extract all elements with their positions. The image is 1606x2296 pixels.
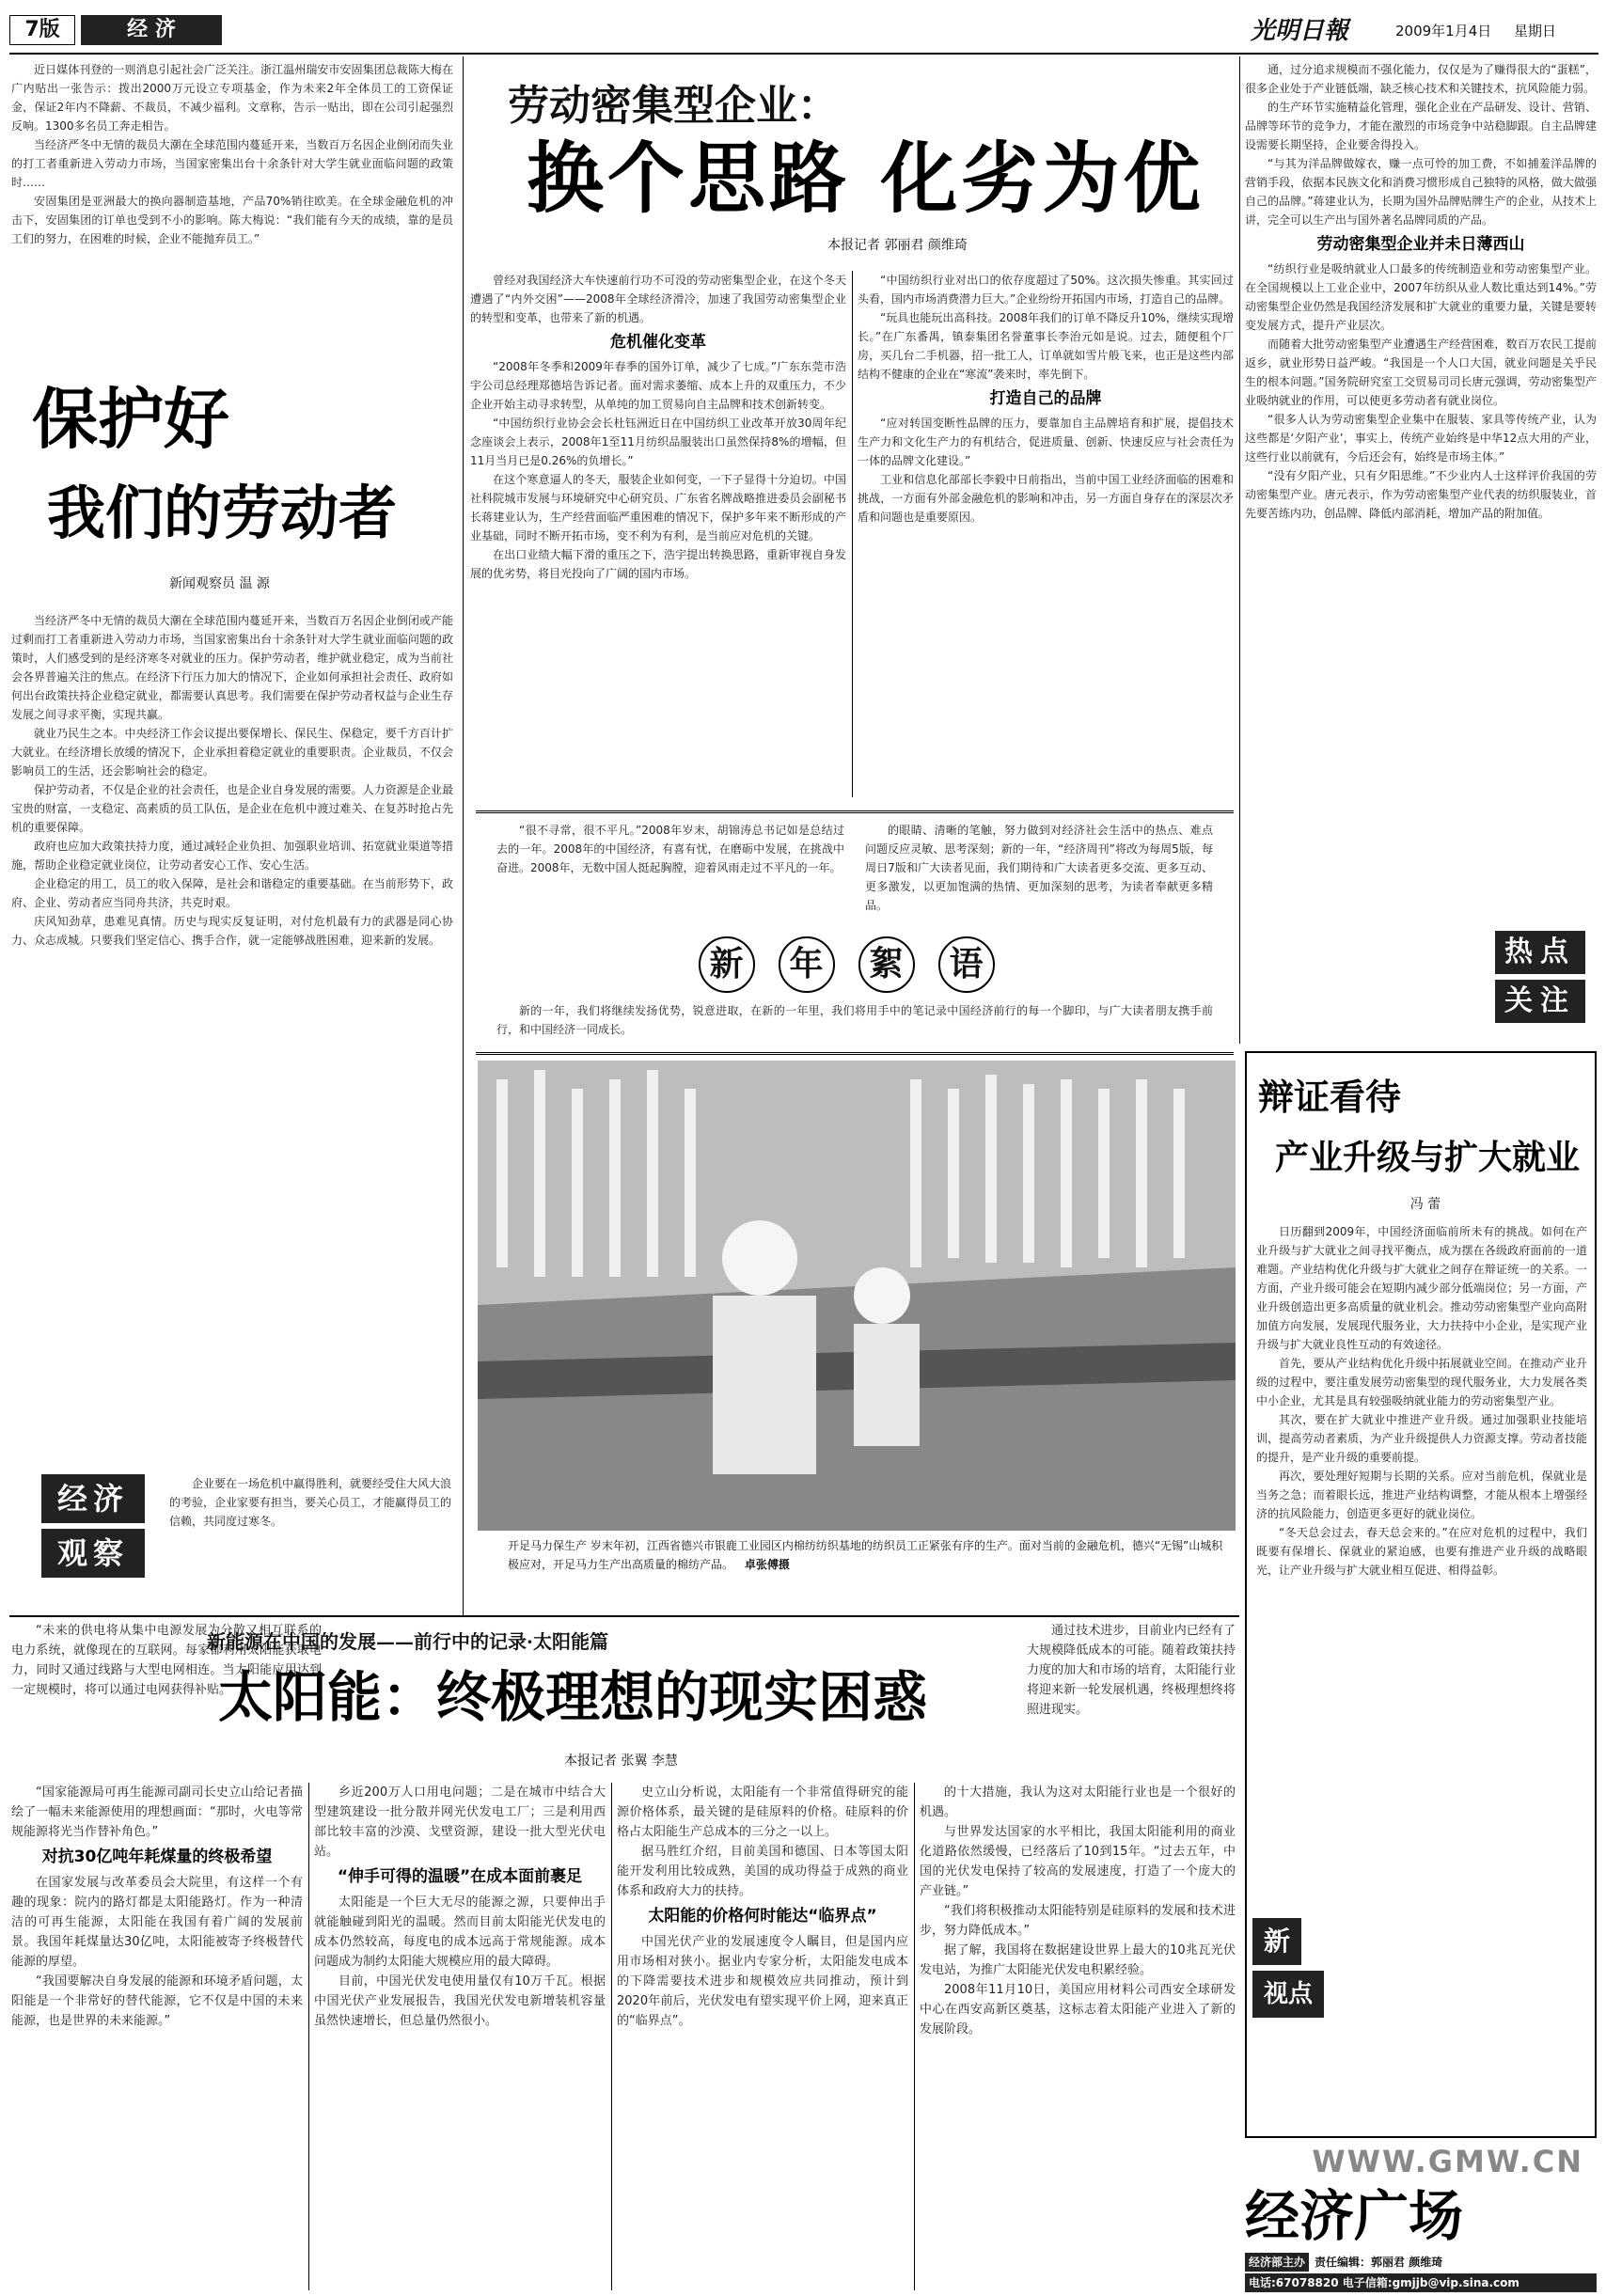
footer-editor-row	[1245, 2253, 1597, 2272]
dialectic-body: 日历翻到2009年，中国经济面临前所未有的挑战。如何在产业升级与扩大就业之间寻找平衡点，成为摆在各级政府面前的一道难题。产业结构优化升级与扩大就业之间存在辩证统一的关系。一方面，产业升级可能会在短期内减少部分低端岗位；另一方面，产业升级创造出更多高质量的就业机会。推动劳动密集型产业向高附加值方向发展，发展现代服务业，大力扶持中小企业，是实现产业升级与扩大就业良性互动的有效途径。 首先，要从产业结构优化升级中拓展就业空间。在推动产业升级的过程中，要注重发展劳动密集型的现代服务业，大力发展各类中小企业，尤其是具有较强吸纳就业能力的劳动密集型产业。 其次，要在扩大就业中推进产业升级。通过加强职业技能培训，提高劳动者素质，为产业升级提供人力资源支撑。劳动者技能的提升，是产业升级的重要前提。 再次，要处理好短期与长期的关系。应对当前危机，保就业是当务之急；而着眼长远，推进产业结构调整，才能从根本上增强经济的抗风险能力，创造更多更好的就业岗位。 “冬天总会过去，春天总会来的。”在应对危机的过程中，我们既要有保增长、保就业的紧迫感，也要有推进产业升级的战略眼光，让产业升级与扩大就业相互促进、相得益彰。	[1256, 1225, 1587, 1577]
editor-name: 责任编辑：郭丽君 颜维琦	[1315, 2256, 1443, 2269]
subhead-critical-point: 太阳能的价格何时能达“临界点”	[648, 1907, 877, 1926]
viewpoint-label-new: 新	[1252, 1918, 1301, 1965]
caption-text: 开足马力保生产 岁末年初，江西省德兴市银鹿工业园区内棉纺纺织基地的纺织员工正紧张有序的生产。面对当前的金融危机，德兴“无锡”山城积极应对，开足马力生产出高质量的棉纺产品。	[508, 1539, 1223, 1571]
page-header	[9, 8, 1598, 51]
footer-website: WWW.GMW.CN	[1312, 2144, 1583, 2179]
left-byline: 新闻观察员 温 源	[169, 576, 270, 591]
footer-section-title: 经济广场	[1245, 2184, 1464, 2248]
hot-label-1: 热点	[1495, 931, 1585, 974]
hot-topic-box	[1495, 931, 1585, 1025]
new-year-left-text: “很不寻常，很不平凡。”2008年岁末，胡锦涛总书记如是总结过去的一年。2008年的中国经济，有喜有忧，在磨砺中发展，在挑战中奋进。2008年，无数中国人挺起胸膛，迎着风雨走过不平凡的一年。	[496, 824, 844, 874]
new-year-right-text: 的眼睛、清晰的笔触，努力做到对经济社会生活中的热点、难点问题反应灵敏、思考深刻；新的一年，“经济周刊”将改为每周5版，每周日7版和广大读者见面，我们期待和广大读者更多交流、更多互动、更多激发，以更加饱满的热情、更加深刻的思考，为读者奉献更多精品。	[865, 824, 1213, 912]
new-viewpoint-box	[1252, 1918, 1324, 2021]
left-intro: 近日媒体刊登的一则消息引起社会广泛关注。浙江温州瑞安市安固集团总裁陈大梅在广内贴出一张告示：拨出2000万元设立专项基金，作为未来2年全体员工的工资保证金，保证2年内不降薪、不裁员，不减少福利。文章称，告示一贴出，即在公司引起强烈反响。1300多名员工奔走相告。 当经济严冬中无情的裁员大潮在全球范围内蔓延开来，当数百万名因企业倒闭而失业的打工者重新进入劳动力市场，当国家密集出台十余条针对大学生就业面临问题的政策时…… 安固集团是亚洲最大的换向器制造基地，产品70%销往欧美。在全球金融危机的冲击下，安固集团的订单也受到不小的影响。陈大梅说：“我们能有今天的成绩，靠的是员工们的努力，在困难的时候，企业不能抛弃员工。”	[11, 63, 453, 245]
main-kicker: 劳动密集型企业：	[508, 82, 839, 128]
main-col-2: “中国纺织行业对出口的依存度超过了50%。这次损失惨重。其实回过头看，国内市场消费潜力巨大。”企业纷纷开拓国内市场，打造自己的品牌。 “玩具也能玩出高科技。2008年我们的订单不降反升10%，继续实现增长。”在广东番禺，镇泰集团名誉董事长李治元如是说。过去，随便租个厂房，买几台二手机器，招一批工人，订单就如雪片般飞来，也正是这些内部结构不健康的企业在“寒流”袭来时，率先倒下。 打造自己的品牌 “应对转国变断性品牌的压力，要靠加自主品牌培育和扩展，提倡技术生产力和文化生产力的有机结合，促进质量、创新、快速反应与社会责任为一体的品牌文化建设。” 工业和信息化部部长李毅中日前指出，当前中国工业经济面临的困难和挑战，一方面有外部金融危机的影响和冲击，另一方面自身存在的深层次矛盾和问题也是重要原因。	[858, 274, 1234, 524]
solar-col-3: 史立山分析说，太阳能有一个非常值得研究的能源价格体系，最关键的是硅原料的价格。硅原料的价格占太阳能生产总成本的三分之一以上。 据马胜红介绍，目前美国和德国、日本等国太阳能开发利用比较成熟，美国的成功得益于成熟的商业体系和政府大力的扶持。 太阳能的价格何时能达“临界点” 中国光伏产业的发展速度令人瞩目，但是国内应用市场相对狭小。据业内专家分析，太阳能发电成本的下降需要技术进步和规模效应共同推动，预计到2020年前后，光伏发电有望实现平价上网，迎来真正的“临界点”。	[617, 1785, 908, 2028]
subhead-crisis: 危机催化变革	[610, 333, 706, 352]
section-title: 经 济	[127, 18, 176, 41]
solar-col-2: 乡近200万人口用电问题；二是在城市中结合大型建筑建设一批分散并网光伏发电工厂；三是利用西部比较丰富的沙漠、戈壁资源，建设一批大型光伏电站。 “伸手可得的温暖”在成本面前裹足 太阳能是一个巨大无尽的能源之源，只要伸出手就能触碰到阳光的温暖。然而目前太阳能光伏发电的成本仍然较高，每度电的成本远高于常规能源。成本问题成为制约太阳能大规模应用的最大障碍。 目前，中国光伏发电使用量仅有10万千瓦。根据中国光伏产业发展报告，我国光伏发电新增装机容量虽然快速增长，但总量仍然很小。	[314, 1785, 606, 2028]
box-label-economy: 经济	[41, 1474, 145, 1523]
main-col-1: 曾经对我国经济大车快速前行功不可没的劳动密集型企业，在这个冬天遭遇了“内外交困”——2008年全球经济滑冷，加速了我国劳动密集型企业的转型和变革，也带来了新的机遇。 危机催化变革 “2008年冬季和2009年春季的国外订单，减少了七成。”广东东莞市浩宇公司总经理郑德培告诉记者。面对需求萎缩、成本上升的双重压力，不少企业开始主动寻求转型，从单纯的加工贸易向自主品牌和技术创新转变。 “中国纺织行业协会会长杜钰洲近日在中国纺织工业改革开放30周年纪念座谈会上表示，2008年1至11月纺织品服装出口虽然保持8%的增幅，但11月当月已是0.26%的负增长。” 在这个寒意逼人的冬天，服装企业如何变，一下子显得十分迫切。中国社科院城市发展与环境研究中心研究员、广东省名牌战略推进委员会副秘书长蒋建业认为，生产经营面临严重困难的情况下，保护多年来不断形成的产业基础，同时不断开拓市场，变不利为有利，是当前应对危机的关键。 在出口业绩大幅下滑的重压之下，浩宇提出转换思路，重新审视自身发展的优劣势，将目光投向了广阔的国内市场。	[470, 274, 846, 580]
masthead-logo: 光明日報	[1251, 17, 1349, 45]
photo-credit: 卓张傅摄	[744, 1558, 790, 1571]
title-char-3: 絮	[858, 936, 915, 993]
viewpoint-label-view: 视点	[1252, 1971, 1324, 2018]
subhead-warmth: “伸手可得的温暖”在成本面前裹足	[337, 1867, 583, 1886]
footer-contact: 电话:67078820 电子信箱:gmjjb@vip.sina.com	[1245, 2273, 1597, 2292]
box-label-observe: 观察	[41, 1529, 145, 1578]
page-number: 7版	[9, 15, 75, 45]
subhead-coal: 对抗30亿吨年耗煤量的终极希望	[41, 1848, 273, 1866]
dialectic-title-1: 辩证看待	[1258, 1076, 1402, 1118]
left-headline-1: 保护好	[32, 382, 229, 457]
subhead-not-sunset: 劳动密集型企业并未日薄西山	[1316, 235, 1525, 254]
title-char-2: 年	[779, 936, 835, 993]
editor-label: 经济部主办	[1245, 2253, 1309, 2272]
title-char-4: 语	[938, 936, 995, 993]
dialectic-title-2: 产业升级与扩大就业	[1275, 1138, 1581, 1177]
solar-col-4: 的十大措施，我认为这对太阳能行业也是一个很好的机遇。 与世界发达国家的水平相比，我国太阳能利用的商业化道路依然缓慢，已经落后了10到15年。“过去五年，中国的光伏发电保持了较高的发展速度，打造了一个庞大的产业链。” “我们将积极推动太阳能特别是硅原料的发展和技术进步，努力降低成本。” 据了解，我国将在数据建设世界上最大的10兆瓦光伏发电站，为推广太阳能光伏发电积累经验。 2008年11月10日，美国应用材料公司西安全球研发中心在西安高新区奠基，这标志着太阳能产业进入了新的发展阶段。	[920, 1785, 1236, 2037]
solar-col-1: “国家能源局可再生能源司副司长史立山给记者描绘了一幅未来能源使用的理想画面：“那时，火电等常规能源将光当作替补角色。” 对抗30亿吨年耗煤量的终极希望 在国家发展与改革委员会大院里，有这样一个有趣的现象：院内的路灯都是太阳能路灯。作为一种清洁的可再生能源，太阳能在我国有着广阔的发展前景。我国年耗煤量达30亿吨，太阳能被寄予终极替代能源的厚望。 “我国要解决自身发展的能源和环境矛盾问题，太阳能是一个非常好的替代能源，它不仅是中国的未来能源，也是世界的未来能源。”	[11, 1785, 303, 2028]
solar-kicker: 新能源在中国的发展——前行中的记录·太阳能篇	[207, 1630, 608, 1653]
section-label	[81, 15, 222, 45]
left-body: 当经济严冬中无情的裁员大潮在全球范围内蔓延开来，当数百万名因企业倒闭或产能过剩而打工者重新进入劳动力市场，当国家密集出台十余条针对大学生就业面临问题的政策时，人们感受到的是经济寒冬对就业的压力。保护劳动者，维护就业稳定，成为当前社会各界普遍关注的焦点。在经济下行压力加大的情况下，企业如何承担社会责任、政府如何出台政策扶持企业稳定就业，都需要认真思考。我们需要在保护劳动者权益与企业生存发展之间寻求平衡，实现共赢。 就业乃民生之本。中央经济工作会议提出要保增长、保民生、保稳定，要千方百计扩大就业。在经济增长放缓的情况下，企业承担着稳定就业的重要职责。企业裁员，不仅会影响员工的生活，还会影响社会的稳定。 保护劳动者，不仅是企业的社会责任，也是企业自身发展的需要。人力资源是企业最宝贵的财富，一支稳定、高素质的员工队伍，是企业在危机中渡过难关、在复苏时抢占先机的重要保障。 政府也应加大政策扶持力度，通过减轻企业负担、加强职业培训、拓宽就业渠道等措施，帮助企业稳定就业岗位，让劳动者安心工作、安心生活。 企业稳定的用工，员工的收入保障，是社会和谐稳定的重要基础。在当前形势下，政府、企业、劳动者应当同舟共济，共克时艰。 庆风知劲草，患难见真情。历史与现实反复证明，对付危机最有力的武器是同心协力、众志成城。只要我们坚定信心、携手合作，就一定能够战胜困难，迎来新的发展。	[11, 614, 453, 947]
economic-observation-box	[41, 1474, 154, 1581]
left-headline-2: 我们的劳动者	[47, 479, 398, 547]
issue-date: 2009年1月4日	[1395, 23, 1492, 39]
factory-photo	[478, 1061, 1236, 1531]
dialectic-frame	[1245, 1051, 1597, 2138]
main-headline: 换个思路 化劣为优	[527, 134, 1204, 224]
solar-sidebar: “未来的供电将从集中电源发展为分散又相互联系的电力系统，就像现在的互联网。每家都利用太阳能获取电力，同时又通过线路与大型电网相连。当太阳能应用达到一定规模时，将可以通过电网获得补贴。”	[11, 1624, 322, 1697]
hot-label-2: 关注	[1495, 980, 1585, 1023]
footer-banner	[1245, 2142, 1597, 2292]
photo-caption	[508, 1536, 1232, 1578]
dialectic-author: 冯 蕾	[1409, 1197, 1441, 1212]
textile-workers-image	[478, 1061, 1236, 1531]
issue-weekday: 星期日	[1514, 23, 1557, 39]
new-year-bottom-text: 新的一年，我们将继续发扬优势，锐意进取，在新的一年里，我们将用手中的笔记录中国经济前行的每一个脚印，与广大读者朋友携手前行，和中国经济一同成长。	[496, 1004, 1213, 1036]
main-byline: 本报记者 郭丽君 颜维琦	[827, 238, 968, 253]
solar-right-intro: 通过技术进步，目前业内已经有了大规模降低成本的可能。随着政策扶持力度的加大和市场的培育，太阳能行业将迎来新一轮发展机遇，终极理想终将照进现实。	[1027, 1624, 1236, 1717]
subhead-brand: 打造自己的品牌	[989, 389, 1102, 408]
left-body-tail: 企业要在一场危机中赢得胜利，就要经受住大风大浪的考验，企业家要有担当，要关心员工，才能赢得员工的信赖，共同度过寒冬。	[169, 1477, 451, 1528]
title-char-1: 新	[699, 936, 755, 993]
solar-byline: 本报记者 张翼 李慧	[564, 1753, 678, 1769]
solar-headline: 太阳能：终极理想的现实困惑	[218, 1665, 928, 1729]
new-year-title	[686, 932, 1006, 998]
new-year-box	[476, 810, 1234, 1055]
right-col: 通，过分追求规模而不强化能力，仅仅是为了赚得很大的“蛋糕”，很多企业处于产业链低端，缺乏核心技术和关键技术，抗风险能力弱。 的生产环节实施精益化管理，强化企业在产品研发、设计、营销、品牌等环节的竞争力，才能在激烈的市场竞争中站稳脚跟。自主品牌建设需要长期坚持，企业要舍得投入。 “与其为洋品牌做嫁衣，赚一点可怜的加工费，不如捕羞洋品牌的营销手段，依据本民族文化和消费习惯形成自己独特的风格，做大做强自己的品牌。”蒋建业认为，长期为国外品牌贴牌生产的企业，从技术上讲，完全可以生产出与国外著名品牌同质的产品。 劳动密集型企业并未日薄西山 “纺织行业是吸纳就业人口最多的传统制造业和劳动密集型产业。在全国规模以上工业企业中，2007年纺织从业人数比重达到14%。”劳动密集型企业仍然是我国经济发展和扩大就业的重要力量，关键是要转变发展方式，提升产业层次。 而随着大批劳动密集型产业遭遇生产经营困难，数百万农民工提前返乡，就业形势日益严峻。“我国是一个人口大国，就业问题是关乎民生的根本问题。”国务院研究室工交贸易司司长唐元强调，劳动密集型产业吸纳就业的作用，可以使更多劳动者有就业岗位。 “很多人认为劳动密集型企业集中在服装、家具等传统产业，认为这些都是‘夕阳产业’，事实上，传统产业始终是中华12点大用的产业，这些行业以前就有，今后还会有，始终是市场主体。” “没有夕阳产业，只有夕阳思维。”不少业内人士这样评价我国的劳动密集型产业。唐元表示，作为劳动密集型产业代表的纺织服装业，首先要苦练内功，创品牌、降低内部消耗，增加产品的附加值。	[1245, 63, 1597, 520]
